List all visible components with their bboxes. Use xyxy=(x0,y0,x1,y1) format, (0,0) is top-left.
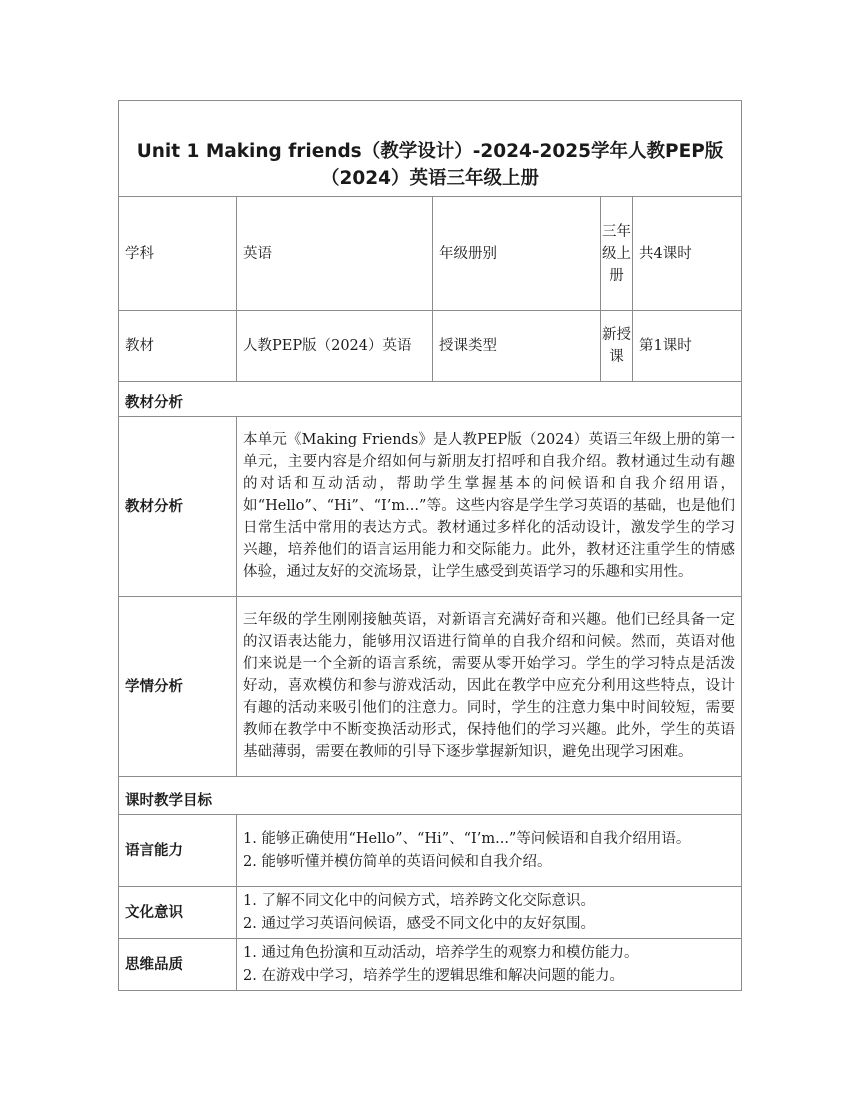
title-row xyxy=(119,101,742,197)
goal-row xyxy=(119,939,742,991)
goal-items xyxy=(237,939,742,991)
info-row-subject xyxy=(119,197,742,311)
textbook-label: 教材 xyxy=(119,311,237,382)
subject-label: 学科 xyxy=(119,197,237,311)
goal-items xyxy=(237,815,742,887)
goal-item: 2. 通过学习英语问候语，感受不同文化中的友好氛围。 xyxy=(243,915,595,932)
section-heading-analysis: 教材分析 xyxy=(119,382,742,417)
lesson-type-label: 授课类型 xyxy=(433,311,601,382)
document-title: Unit 1 Making friends（教学设计）-2024-2025学年人教PEP版（2024）英语三年级上册 xyxy=(119,101,742,197)
lesson-type-value: 新授课 xyxy=(601,311,633,382)
analysis-row xyxy=(119,417,742,597)
subject-value: 英语 xyxy=(237,197,433,311)
lesson-plan-document xyxy=(118,100,741,991)
goal-item: 1. 通过角色扮演和互动活动，培养学生的观察力和模仿能力。 xyxy=(243,944,639,961)
goal-label: 文化意识 xyxy=(119,887,237,939)
goal-items xyxy=(237,887,742,939)
goal-item: 1. 了解不同文化中的问候方式，培养跨文化交际意识。 xyxy=(243,892,595,909)
total-hours-value: 共4课时 xyxy=(633,197,742,311)
analysis-text: 本单元《Making Friends》是人教PEP版（2024）英语三年级上册的第一单元，主要内容是介绍如何与新朋友打招呼和自我介绍。教材通过生动有趣的对话和互动活动，帮助学生掌握基本的问候语和自我介绍用语，如“Hello”、“Hi”、“I’m...”等。这些内容是学生学习英语的基础，也是他们日常生活中常用的表达方式。教材通过多样化的活动设计，激发学生的学习兴趣，培养他们的语言运用能力和交际能力。此外，教材还注重学生的情感体验，通过友好的交流场景，让学生感受到英语学习的乐趣和实用性。 xyxy=(237,417,742,597)
lesson-plan-table xyxy=(118,100,742,991)
goal-item: 1. 能够正确使用“Hello”、“Hi”、“I’m...”等问候语和自我介绍用语。 xyxy=(243,830,691,847)
grade-label: 年级册别 xyxy=(433,197,601,311)
analysis-label: 教材分析 xyxy=(119,417,237,597)
goal-item: 2. 在游戏中学习，培养学生的逻辑思维和解决问题的能力。 xyxy=(243,967,624,984)
goal-row xyxy=(119,887,742,939)
goal-row xyxy=(119,815,742,887)
grade-value: 三年级上册 xyxy=(601,197,633,311)
goal-item: 2. 能够听懂并模仿简单的英语问候和自我介绍。 xyxy=(243,853,552,870)
goal-label: 思维品质 xyxy=(119,939,237,991)
lesson-number-value: 第1课时 xyxy=(633,311,742,382)
section-header-goals xyxy=(119,777,742,815)
goal-label: 语言能力 xyxy=(119,815,237,887)
learner-text: 三年级的学生刚刚接触英语，对新语言充满好奇和兴趣。他们已经具备一定的汉语表达能力，能够用汉语进行简单的自我介绍和问候。然而，英语对他们来说是一个全新的语言系统，需要从零开始学习。学生的学习特点是活泼好动，喜欢模仿和参与游戏活动，因此在教学中应充分利用这些特点，设计有趣的活动来吸引他们的注意力。同时，学生的注意力集中时间较短，需要教师在教学中不断变换活动形式，保持他们的学习兴趣。此外，学生的英语基础薄弱，需要在教师的引导下逐步掌握新知识，避免出现学习困难。 xyxy=(237,597,742,777)
learner-row xyxy=(119,597,742,777)
learner-label: 学情分析 xyxy=(119,597,237,777)
textbook-value: 人教PEP版（2024）英语 xyxy=(237,311,433,382)
section-header-analysis xyxy=(119,382,742,417)
section-heading-goals: 课时教学目标 xyxy=(119,777,742,815)
info-row-textbook xyxy=(119,311,742,382)
